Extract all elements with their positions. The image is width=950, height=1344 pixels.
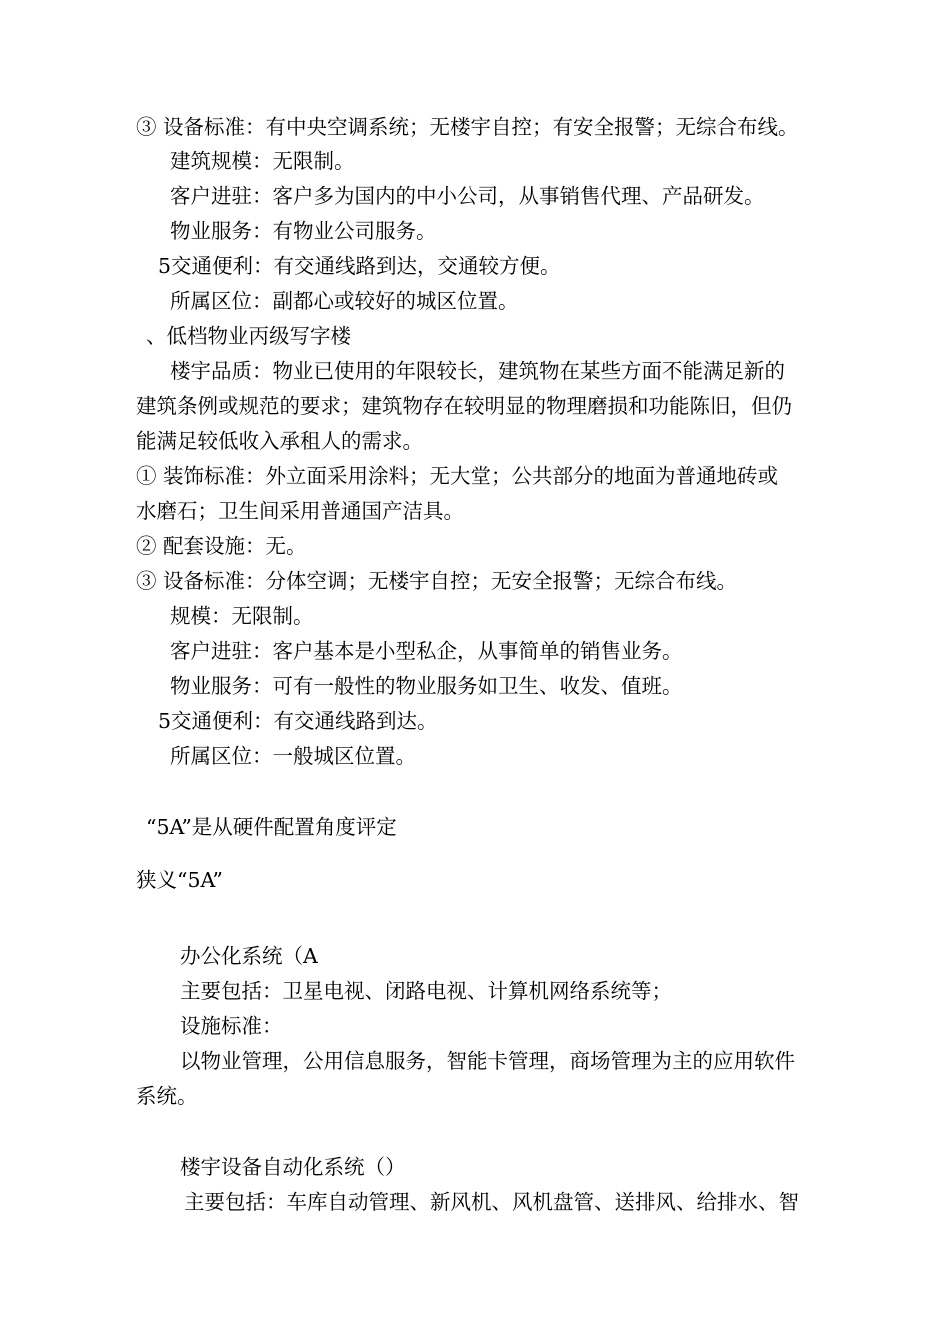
text-line: 规模：无限制。 xyxy=(170,604,314,628)
text-line: 主要包括：车库自动管理、新风机、风机盘管、送排风、给排水、智 xyxy=(184,1190,799,1214)
text-line: 主要包括：卫星电视、闭路电视、计算机网络系统等； xyxy=(180,979,672,1003)
section-heading: 、低档物业丙级写字楼 xyxy=(146,324,351,348)
text-line: 能满足较低收入承租人的需求。 xyxy=(136,429,423,453)
text-line: 狭义“5A” xyxy=(136,868,223,892)
text-line: 建筑条例或规范的要求；建筑物存在较明显的物理磨损和功能陈旧，但仍 xyxy=(136,394,792,418)
text-line: 物业服务：有物业公司服务。 xyxy=(170,219,437,243)
text-line: 以物业管理，公用信息服务，智能卡管理，商场管理为主的应用软件 xyxy=(180,1049,795,1073)
text-line: “5A”是从硬件配置角度评定 xyxy=(146,815,397,839)
text-line: ③ 设备标准：分体空调；无楼宇自控；无安全报警；无综合布线。 xyxy=(136,569,738,593)
subsection-heading: 办公化系统（A xyxy=(180,944,318,968)
text-line: 5交通便利：有交通线路到达。 xyxy=(158,709,438,733)
text-line: 5交通便利：有交通线路到达，交通较方便。 xyxy=(158,254,561,278)
text-line: 所属区位：副都心或较好的城区位置。 xyxy=(170,289,519,313)
text-line: 系统。 xyxy=(136,1084,198,1108)
text-line: 客户进驻：客户多为国内的中小公司，从事销售代理、产品研发。 xyxy=(170,184,765,208)
text-line: ③ 设备标准：有中央空调系统；无楼宇自控；有安全报警；无综合布线。 xyxy=(136,115,799,139)
text-line: 设施标准： xyxy=(180,1014,283,1038)
text-line: 楼宇品质：物业已使用的年限较长，建筑物在某些方面不能满足新的 xyxy=(170,359,785,383)
text-line: 建筑规模：无限制。 xyxy=(170,149,355,173)
text-line: ② 配套设施：无。 xyxy=(136,534,307,558)
text-line: 水磨石；卫生间采用普通国产洁具。 xyxy=(136,499,464,523)
text-line: 客户进驻：客户基本是小型私企，从事简单的销售业务。 xyxy=(170,639,683,663)
text-line: ① 装饰标准：外立面采用涂料；无大堂；公共部分的地面为普通地砖或 xyxy=(136,464,779,488)
text-line: 所属区位：一般城区位置。 xyxy=(170,744,416,768)
subsection-heading: 楼宇设备自动化系统（） xyxy=(180,1155,406,1179)
text-line: 物业服务：可有一般性的物业服务如卫生、收发、值班。 xyxy=(170,674,683,698)
